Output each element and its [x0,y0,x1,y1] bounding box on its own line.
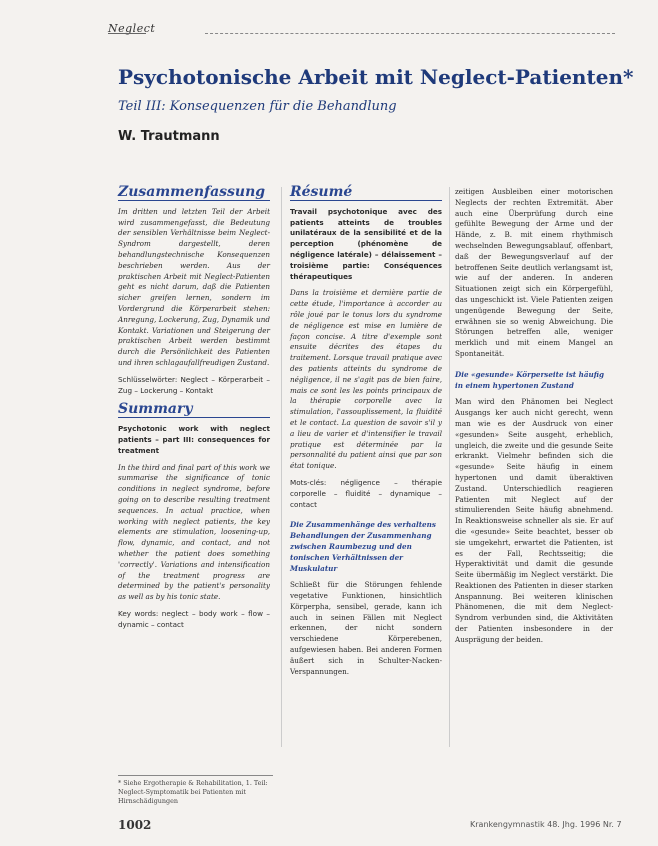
resume-title-fr: Travail psychotonique avec des patients atteints de troubles unilatéraux de la sensibilité et de la perception (phénomène de négligence latérale) – délaissement – troisième partie: Conséquences thérapeutiques [290,206,442,281]
section-body-1: Schließt für die Störungen fehlende vegetative Funktionen, hinsichtlich Körperpha, sensibel, gerade, kann ich auch in seinen Fällen mit Neglect erkennen, der nicht sondern verschiedene Körperebenen, aufgewiesen haben. Bei anderen Formen äußert sich in Schulter-Nacken-Verspannungen. [290,580,442,676]
page-number: 1002 [118,818,152,832]
summary-heading-en: Summary [118,404,270,418]
article-author: W. Trautmann [118,129,220,144]
article-title: Psychotonische Arbeit mit Neglect-Patienten* [118,65,634,89]
summary-text-en: In the third and final part of this work we summarise the significance of tonic conditions in neglect syndrome, before going on to describe resulting treatment sequences. In actual practice, when working with neglect patients, the key elements are stimulation, loosening-up, flow, dynamic, and contact, and not whether the patient does something 'correctly'. Variations and intensification of the treatment progress are determined by the patient's personality as well as by his tonic state. [118,462,270,602]
column-divider-1 [281,187,282,747]
resume-heading-fr: Résumé [290,187,442,201]
footnote: * Siehe Ergotherapie & Rehabilitation, 1. Teil: Neglect-Symptomatik bei Patienten mit Hirnschädigungen [118,775,273,806]
journal-reference: Krankengymnastik 48. Jhg. 1996 Nr. 7 [470,820,622,829]
header-rule-left [108,33,146,34]
section-subhead-2: Die «gesunde» Körperseite ist häufig in einem hypertonen Zustand [455,369,604,390]
section-body-continued: zeitigen Ausbleiben einer motorischen Neglects der rechten Extremität. Aber auch eine Überprüfung durch eine gefühlte Bewegung der Arme und der Hände, z. B. mit einem rhythmisch wechselnden Bewegungsablauf, offenbart, daß der Bewegungsverlauf auf der betroffenen Seite deutlich verlangsamt ist, wie auf der anderen. In anderen Situationen zeigt sich ein Körpergefühl, das ungeschickt ist. Viele Patienten zeigen ungenügende Bewegung der Seite, erwähnen sie so wenig Abweichung. Die Störungen betreffen alle, weniger merklich und mit einem Mangel an Spontaneität. [455,187,613,358]
column-middle [290,184,442,683]
abstract-heading-de: Zusammenfassung [118,187,270,201]
section-body-2: Man wird den Phänomen bei Neglect Ausgangs ker auch nicht gerecht, wenn man wie es der Ausdruck von einer «gesunden» Seite ausgeht, erheblich, ungleich, die zweite und die gesunde Seite erkrankt. Vielmehr befinden sich die «gesunde» Seite häufig in einem hypertonen und damit überaktiven Zustand. Unterschiedlich reagieren Patienten mit Neglect auf der stimulierenden Seite häufig abnehmend. In Reaktionsweise schneller als sie. Er auf die «gesunde» Seite beachtet, besser ob sie umgekehrt, erwartet die Patienten, ist es der Fall, Rechtsseitig; die Hyperaktivität und damit die gesunde Seite übermäßig im Neglect verstärkt. Die Reaktionen des Patienten in dieser starken Anspannung. Bei weiteren klinischen Phänomenen, die mit dem Neglect-Syndrom verbunden sind, die Aktivitäten der Patienten insbesondere in der Ausprägung der beiden. [455,397,613,644]
summary-title-en: Psychotonic work with neglect patients – part III: consequences for treatment [118,424,270,455]
resume-text-fr: Dans la troisième et dernière partie de cette étude, l'importance à accorder au rôle joué par le tonus lors du syndrome de négligence est mise en lumière de façon concise. A titre d'exemple sont ensuite décrites des étapes du traitement. Lorsque travail pratique avec des patients atteints du syndrome de négligence, il ne s'agit pas de bien faire, mais ce sont les les points principaux de la thérapie corporelle avec la stimulation, l'assouplissement, la fluidité et le contact. La question de savoir s'il y a lieu de varier et d'intensifier le travail pratique est déterminée par la personnalité du patient ainsi que par son état tonique. [290,288,442,471]
column-left [118,184,270,638]
section-subhead-1: Die Zusammenhänge des verhaltens Behandlungen der Zusammenhang zwischen Raumbezug und den tonischen Verhältnissen der Muskulatur [290,520,436,573]
abstract-text-de: Im dritten und letzten Teil der Arbeit wird zusammengefasst, die Bedeutung der sensiblen Verhältnisse beim Neglect-Syndrom dargestellt, deren behandlungstechnische Konsequenzen beschrieben werden. Aus der praktischen Arbeit mit Neglect-Patienten geht es nicht darum, daß die Patienten sicher greifen lernen, sondern im Vordergrund die Körperarbeit stehen: Anregung, Lockerung, Zug, Dynamik und Kontakt. Variationen und Steigerung der praktischen Arbeit werden bestimmt durch die Persönlichkeit des Patienten und ihren schlagaufallfreudigen Zustand. [118,206,270,367]
header-rule-right [205,33,615,34]
running-head: Neglect [108,22,156,35]
keywords-fr: Mots-clés: négligence – thérapie corporelle – fluidité – dynamique – contact [290,477,442,509]
article-subtitle: Teil III: Konsequenzen für die Behandlung [118,99,397,114]
keywords-en: Key words: neglect – body work – flow – dynamic – contact [118,608,270,629]
column-right [455,187,613,652]
column-divider-2 [449,187,450,747]
keywords-de: Schlüsselwörter: Neglect – Körperarbeit – Zug – Lockerung – Kontakt [118,374,270,395]
